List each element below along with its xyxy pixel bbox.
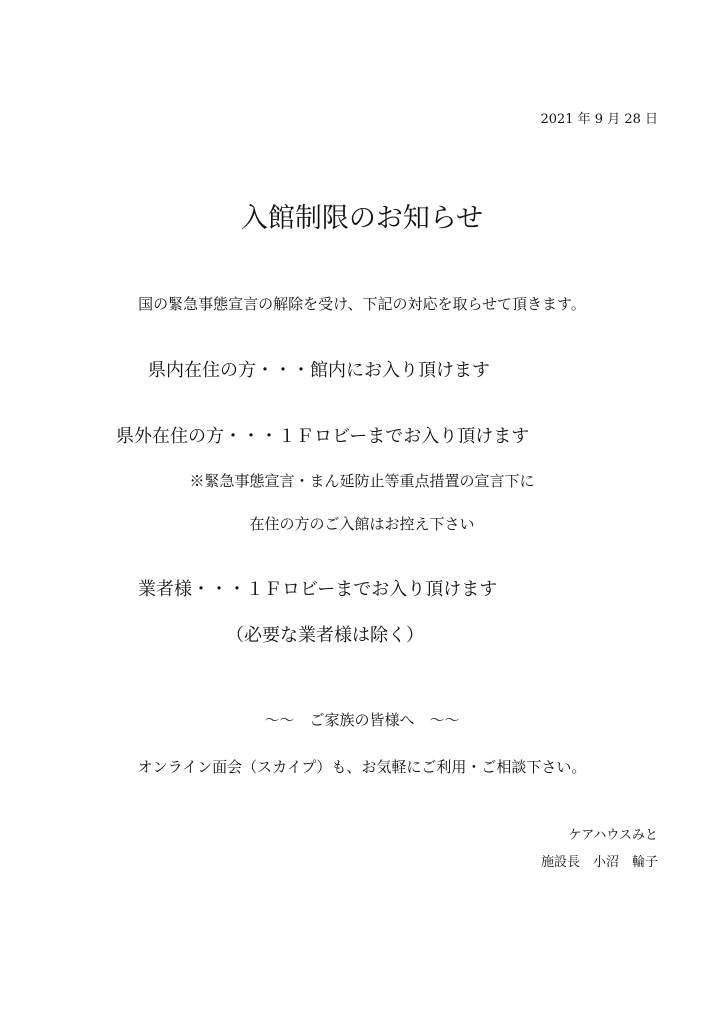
vendor-rule: 業者様・・・１Ｆロビーまでお入り頂けます (138, 579, 498, 600)
restriction-note-line1: ※緊急事態宣言・まん延防止等重点措置の宣言下に (189, 472, 535, 490)
page-title: 入館制限のお知らせ (240, 203, 484, 234)
in-prefecture-rule: 県内在住の方・・・館内にお入り頂けます (148, 360, 490, 381)
facility-head-signature: 施設長 小沼 輪子 (540, 855, 658, 870)
organization-name: ケアハウスみと (568, 828, 658, 843)
intro-text: 国の緊急事態宣言の解除を受け、下記の対応を取らせて頂きます。 (138, 295, 586, 313)
out-prefecture-rule: 県外在住の方・・・１Ｆロビーまでお入り頂けます (116, 426, 530, 447)
restriction-note-line2: 在住の方のご入館はお控え下さい (249, 515, 475, 533)
vendor-exception: （必要な業者様は除く） (226, 625, 424, 646)
family-heading: ～～ ご家族の皆様へ ～～ (264, 711, 460, 729)
online-visit-text: オンライン面会（スカイプ）も、お気軽にご利用・ご相談下さい。 (137, 758, 587, 776)
notice-date: 2021 年 9 月 28 日 (540, 112, 658, 127)
